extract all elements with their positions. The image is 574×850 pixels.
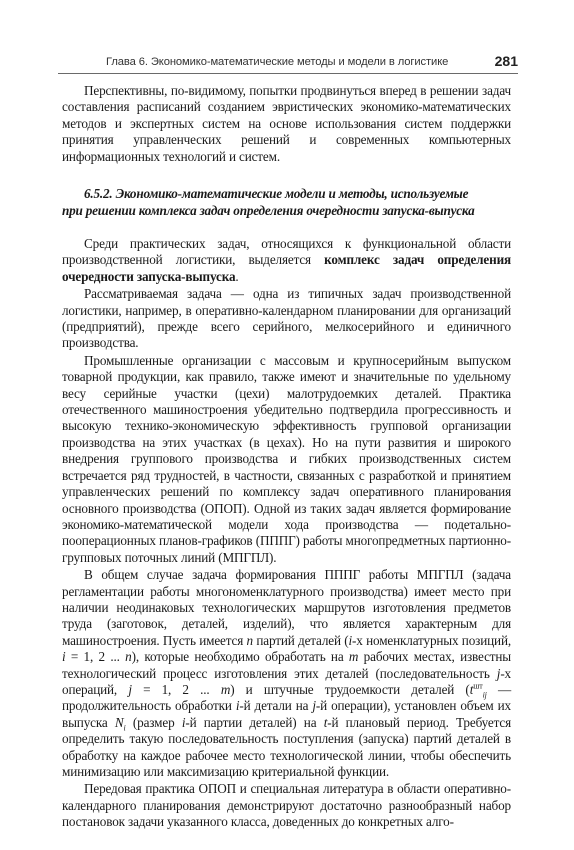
paragraph-6: Передовая практика ОПОП и специальная литература в области оперативно-календарного планирования демонстрируют достаточно разнообразный набор постановок задачи указанного класса, доведенных до конкретных алго- [62, 781, 511, 830]
p5-seg: -й операции), установлен объем их выпуска [62, 698, 511, 730]
p5-var: n [125, 649, 132, 665]
p5-var: m [220, 681, 231, 697]
p5-seg: -х номенклатурных позиций, [352, 632, 511, 648]
running-head [58, 53, 518, 74]
paragraph-4: Промышленные организации с массовым и крупносерийным выпуском товарной продукции, как правило, также имеют и значительные по удельному весу серийные участки (цехи) малотрудоемких деталей. Практика отечественного машиностроения убедительно подтвердила прогрессивность и высокую технико-экономическую эффективность групповой организации производства на этих участках (в цехах). Но на пути развития и широкого внедрения группового производства и гибких производственных систем встречается ряд трудностей, в частности, связанных с разработкой и принятием управленческих решений по комплексу задач оперативного планирования основного производства (ОПОП). Одной из таких задач является формирование экономико-математической модели хода производства — подетально-пооперационных планов-графиков (ПППГ) работы многопредметных партионно-групповых поточных линий (МПГПЛ). [62, 352, 511, 565]
intro-paragraph-block [62, 83, 511, 165]
p5-var-N: N [114, 714, 124, 730]
p5-seg: = 1, 2 ... [65, 649, 126, 665]
section-heading [62, 186, 511, 219]
p5-seg: рабочих местах, известны технологический процесс изготовления этих деталей (последовательность [62, 649, 511, 681]
p5-var: i [235, 698, 240, 714]
p5-var: n [246, 632, 253, 648]
p2-text: Среди практических задач, относящихся к функциональной области производственной логистики, выделяется [62, 236, 511, 268]
page-number: 281 [494, 53, 518, 69]
p5-subscript: ij [482, 690, 487, 700]
p5-var: i [62, 649, 66, 665]
p5-seg: (размер [125, 714, 182, 730]
p5-seg: -х операций, [62, 665, 511, 697]
p5-var: j [496, 665, 501, 681]
p5-subscript: i [123, 723, 126, 733]
p5-seg: -й детали на [239, 698, 313, 714]
p5-var-t: t [469, 681, 474, 697]
p2-bold-term: комплекс задач определения очередности запуска-выпуска [62, 252, 512, 284]
paragraph-5 [62, 567, 511, 780]
p5-seg: партий деталей ( [252, 632, 349, 648]
section-body [62, 236, 511, 831]
p5-var: t [323, 714, 328, 730]
section-heading-line1: 6.5.2. Экономико-математические модели и методы, используемые [84, 186, 469, 201]
paragraph-3: Рассматриваемая задача — одна из типичных задач производственной логистики, например, в оперативно-календарном планировании для организаций (предприятий), прежде всего серийного, мелкосерийного и единичного производства. [62, 286, 511, 351]
p2-end: . [235, 268, 239, 284]
paragraph-2 [62, 236, 511, 285]
p5-seg: = 1, 2 ... [131, 681, 221, 697]
chapter-title: Глава 6. Экономико-математические методы и модели в логистике [106, 56, 449, 68]
p5-seg: ) и штучные трудоемкости деталей ( [230, 681, 470, 697]
p5-var: m [348, 649, 359, 665]
section-heading-line2: при решении комплекса задач определения очередности запуска-выпуска [62, 202, 475, 218]
intro-paragraph: Перспективны, по-видимому, попытки продвинуться вперед в решении задач составления расписаний созданием эвристических экономико-математических методов и экспертных систем на основе использования систем поддержки принятия управленческих решений и современных компьютерных информационных технологий и систем. [62, 83, 511, 164]
p5-seg: -й плановый период. Требуется определить такую последовательность поступления (запуска) партий деталей в обработку на каждое рабочее место технологической линии, чтобы обеспечить минимизацию или максимизацию критериальной функции. [62, 714, 512, 779]
p5-seg: -й партии деталей) на [185, 714, 324, 730]
p5-seg: В общем случае задача формирования ПППГ работы МПГПЛ (задача регламентации работы многономенклатурного производства) имеет место при наличии неодинаковых технологических маршрутов изготовления предметов труда (заготовок, деталей, изделий), что является характерным для машиностроения. Пусть имеется [62, 567, 511, 648]
p5-var: j [312, 698, 316, 714]
p5-var: i [181, 714, 186, 730]
p5-seg: ), которые необходимо обработать на [131, 649, 349, 665]
p5-var: j [128, 681, 132, 697]
p5-seg: — продолжительность обработки [62, 681, 511, 714]
p5-var: i [348, 632, 353, 648]
p5-superscript: шт [473, 681, 483, 691]
